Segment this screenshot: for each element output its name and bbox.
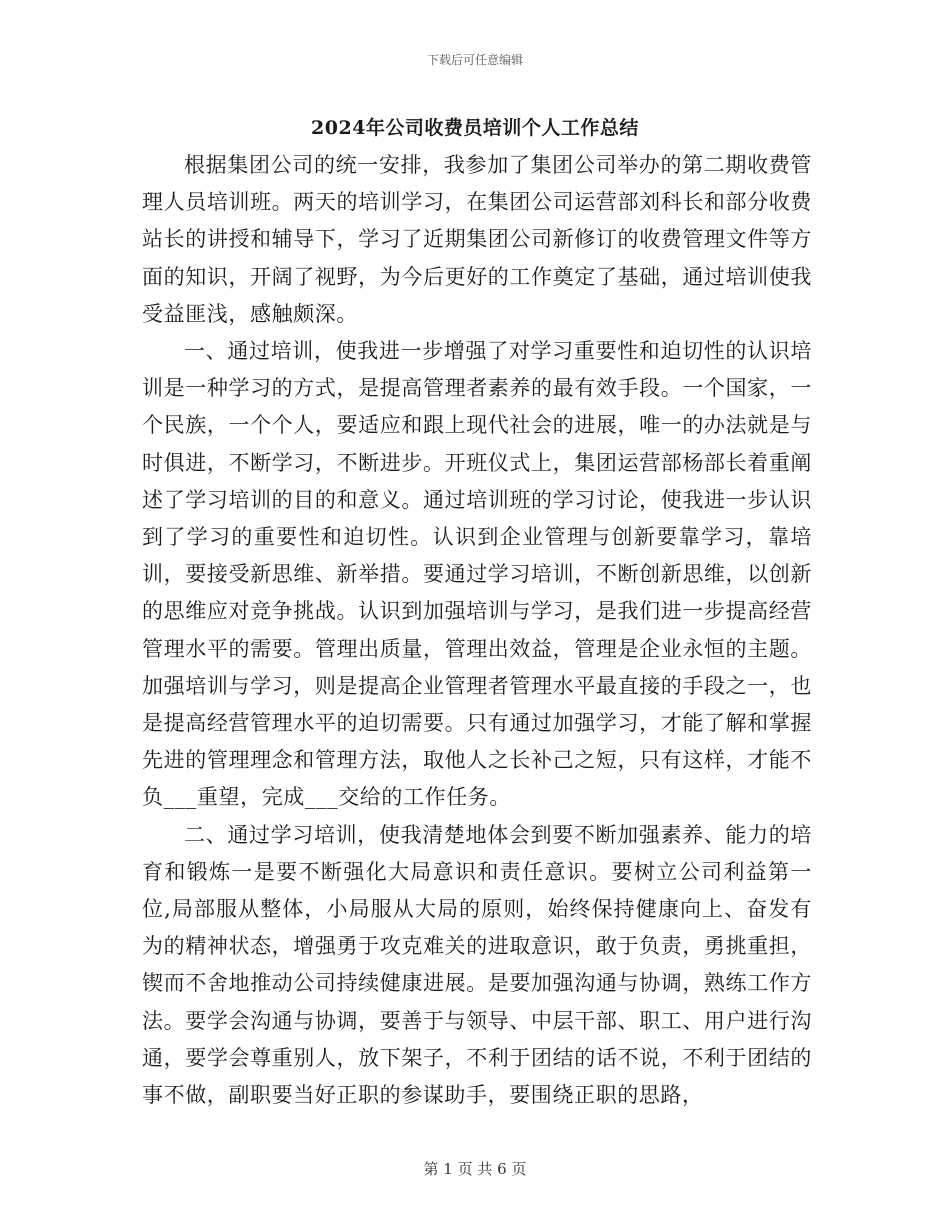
paragraph-intro: 根据集团公司的统一安排，我参加了集团公司举办的第二期收费管理人员培训班。两天的培训学习，在集团公司运营部刘科长和部分收费站长的讲授和辅导下，学习了近期集团公司新修订的收费管理文件等方面的知识，开阔了视野，为今后更好的工作奠定了基础，通过培训使我受益匪浅，感触颇深。 [142,153,812,326]
header-note: 下载后可任意编辑 [426,53,523,67]
document-body [142,147,812,1114]
paragraph-section-1: 一、通过培训，使我进一步增强了对学习重要性和迫切性的认识培训是一种学习的方式，是提高管理者素养的最有效手段。一个国家，一个民族，一个个人，要适应和跟上现代社会的进展，唯一的办法就是与时俱进，不断学习，不断进步。开班仪式上，集团运营部杨部长着重阐述了学习培训的目的和意义。通过培训班的学习讨论，使我进一步认识到了学习的重要性和迫切性。认识到企业管理与创新要靠学习，靠培训，要接受新思维、新举措。要通过学习培训，不断创新思维，以创新的思维应对竞争挑战。认识到加强培训与学习，是我们进一步提高经营管理水平的需要。管理出质量，管理出效益，管理是企业永恒的主题。加强培训与学习，则是提高企业管理者管理水平最直接的手段之一，也是提高经营管理水平的迫切需要。只有通过加强学习，才能了解和掌握先进的管理理念和管理方法，取他人之长补己之短，只有这样，才能不负___重望，完成___交给的工作任务。 [142,339,812,810]
paragraph-section-2: 二、通过学习培训，使我清楚地体会到要不断加强素养、能力的培育和锻炼一是要不断强化大局意识和责任意识。要树立公司利益第一位,局部服从整体，小局服从大局的原则，始终保持健康向上、奋发有为的精神状态，增强勇于攻克难关的进取意识，敢于负责，勇挑重担，锲而不舍地推动公司持续健康进展。是要加强沟通与协调，熟练工作方法。要学会沟通与协调，要善于与领导、中层干部、职工、用户进行沟通，要学会尊重别人，放下架子，不利于团结的话不说，不利于团结的事不做，副职要当好正职的参谋助手，要围绕正职的思路， [142,822,812,1108]
page-number-footer: 第 1 页 共 6 页 [423,1160,527,1178]
document-title: 2024年公司收费员培训个人工作总结 [311,117,639,139]
